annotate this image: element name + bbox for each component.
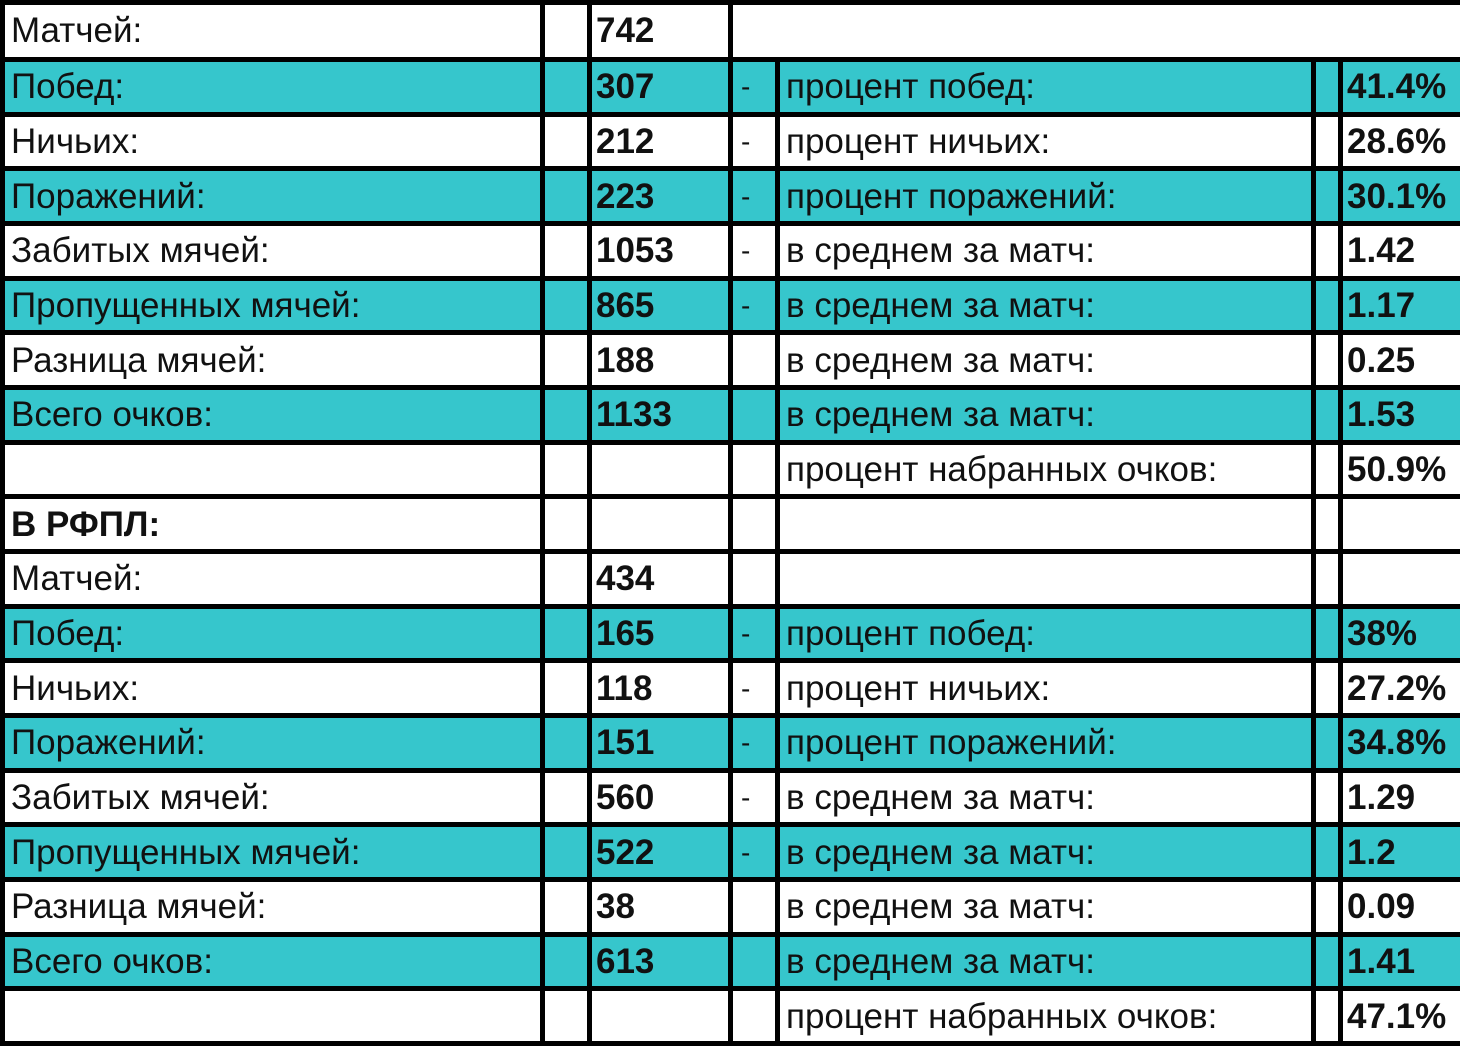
stat-result [1341, 551, 1460, 606]
dash-cell: - [731, 825, 778, 880]
gap-cell [1314, 114, 1341, 169]
stat-description: в среднем за матч: [778, 934, 1314, 989]
stat-description: в среднем за матч: [778, 387, 1314, 442]
gap-cell [1314, 989, 1341, 1044]
stat-value [590, 989, 731, 1044]
stat-result: 27.2% [1341, 661, 1460, 716]
stat-description: в среднем за матч: [778, 770, 1314, 825]
stat-label: Матчей: [3, 551, 543, 606]
stat-result: 28.6% [1341, 114, 1460, 169]
gap-cell [543, 59, 590, 114]
gap-cell [1314, 387, 1341, 442]
gap-cell [543, 989, 590, 1044]
table-row [3, 442, 1460, 497]
gap-cell [1314, 879, 1341, 934]
gap-cell [1314, 223, 1341, 278]
gap-cell [543, 661, 590, 716]
table-row [3, 278, 1460, 333]
stat-label: Забитых мячей: [3, 223, 543, 278]
gap-cell [543, 169, 590, 224]
stat-result: 41.4% [1341, 59, 1460, 114]
gap-cell [543, 387, 590, 442]
empty-cell [731, 3, 1460, 60]
dash-cell: - [731, 114, 778, 169]
stat-label: Ничьих: [3, 114, 543, 169]
stat-result: 34.8% [1341, 715, 1460, 770]
stat-description: в среднем за матч: [778, 278, 1314, 333]
stat-description: процент ничьих: [778, 661, 1314, 716]
stat-label: Забитых мячей: [3, 770, 543, 825]
stat-result: 38% [1341, 606, 1460, 661]
stat-label: Побед: [3, 606, 543, 661]
stat-label: Ничьих: [3, 661, 543, 716]
dash-cell [731, 497, 778, 552]
dash-cell [731, 333, 778, 388]
dash-cell [731, 551, 778, 606]
stat-value: 212 [590, 114, 731, 169]
table-row [3, 715, 1460, 770]
gap-cell [543, 223, 590, 278]
gap-cell [1314, 59, 1341, 114]
stat-value: 223 [590, 169, 731, 224]
gap-cell [1314, 497, 1341, 552]
stat-description: процент поражений: [778, 715, 1314, 770]
gap-cell [543, 770, 590, 825]
dash-cell: - [731, 223, 778, 278]
dash-cell: - [731, 770, 778, 825]
gap-cell [1314, 169, 1341, 224]
stat-value [590, 442, 731, 497]
table-row [3, 934, 1460, 989]
stat-value: 434 [590, 551, 731, 606]
stat-label: Разница мячей: [3, 333, 543, 388]
table-row [3, 59, 1460, 114]
stat-label: Матчей: [3, 3, 543, 60]
stat-result: 47.1% [1341, 989, 1460, 1044]
gap-cell [543, 3, 590, 60]
dash-cell: - [731, 661, 778, 716]
stat-result: 1.41 [1341, 934, 1460, 989]
gap-cell [543, 715, 590, 770]
table-row [3, 497, 1460, 552]
gap-cell [543, 606, 590, 661]
dash-cell: - [731, 278, 778, 333]
stat-description [778, 497, 1314, 552]
gap-cell [1314, 551, 1341, 606]
stat-label: Пропущенных мячей: [3, 278, 543, 333]
stat-value: 1053 [590, 223, 731, 278]
stat-result: 1.17 [1341, 278, 1460, 333]
gap-cell [543, 551, 590, 606]
gap-cell [1314, 442, 1341, 497]
stat-label: Всего очков: [3, 387, 543, 442]
stat-description: в среднем за матч: [778, 223, 1314, 278]
gap-cell [1314, 278, 1341, 333]
gap-cell [1314, 661, 1341, 716]
stat-value: 165 [590, 606, 731, 661]
stat-value: 38 [590, 879, 731, 934]
stat-result: 1.29 [1341, 770, 1460, 825]
gap-cell [1314, 770, 1341, 825]
stat-result: 0.25 [1341, 333, 1460, 388]
stat-description: процент поражений: [778, 169, 1314, 224]
stat-label [3, 442, 543, 497]
dash-cell [731, 442, 778, 497]
stat-value: 522 [590, 825, 731, 880]
stat-result: 1.53 [1341, 387, 1460, 442]
stat-value: 118 [590, 661, 731, 716]
dash-cell [731, 879, 778, 934]
stat-description: процент побед: [778, 606, 1314, 661]
table-row [3, 551, 1460, 606]
stat-result: 0.09 [1341, 879, 1460, 934]
stat-value: 188 [590, 333, 731, 388]
gap-cell [543, 442, 590, 497]
stat-value: 742 [590, 3, 731, 60]
stat-result: 1.2 [1341, 825, 1460, 880]
dash-cell: - [731, 169, 778, 224]
dash-cell [731, 989, 778, 1044]
stat-label: Поражений: [3, 169, 543, 224]
stat-description: в среднем за матч: [778, 333, 1314, 388]
gap-cell [543, 879, 590, 934]
stat-description: в среднем за матч: [778, 879, 1314, 934]
stat-description: процент набранных очков: [778, 442, 1314, 497]
table-row [3, 770, 1460, 825]
gap-cell [543, 278, 590, 333]
dash-cell: - [731, 59, 778, 114]
dash-cell: - [731, 715, 778, 770]
stat-description: процент побед: [778, 59, 1314, 114]
gap-cell [1314, 333, 1341, 388]
stat-description: процент набранных очков: [778, 989, 1314, 1044]
table-row [3, 661, 1460, 716]
stat-value: 865 [590, 278, 731, 333]
stat-value: 613 [590, 934, 731, 989]
stat-value: 151 [590, 715, 731, 770]
table-row [3, 879, 1460, 934]
gap-cell [1314, 934, 1341, 989]
stat-value: 1133 [590, 387, 731, 442]
dash-cell [731, 934, 778, 989]
dash-cell: - [731, 606, 778, 661]
stat-label [3, 989, 543, 1044]
stat-value [590, 497, 731, 552]
table-row [3, 223, 1460, 278]
gap-cell [1314, 825, 1341, 880]
table-row [3, 333, 1460, 388]
table-row [3, 114, 1460, 169]
stat-label: Побед: [3, 59, 543, 114]
stat-value: 307 [590, 59, 731, 114]
stat-description: процент ничьих: [778, 114, 1314, 169]
stat-label: Пропущенных мячей: [3, 825, 543, 880]
stat-description [778, 551, 1314, 606]
table-row [3, 387, 1460, 442]
table-row [3, 606, 1460, 661]
stat-description: в среднем за матч: [778, 825, 1314, 880]
gap-cell [543, 333, 590, 388]
stat-value: 560 [590, 770, 731, 825]
gap-cell [1314, 715, 1341, 770]
stat-result: 30.1% [1341, 169, 1460, 224]
stat-result: 1.42 [1341, 223, 1460, 278]
stat-label: Поражений: [3, 715, 543, 770]
table-row [3, 3, 1460, 60]
gap-cell [543, 114, 590, 169]
table-row [3, 169, 1460, 224]
stat-label: Всего очков: [3, 934, 543, 989]
gap-cell [543, 825, 590, 880]
gap-cell [1314, 606, 1341, 661]
table-row [3, 989, 1460, 1044]
stat-label: Разница мячей: [3, 879, 543, 934]
dash-cell [731, 387, 778, 442]
gap-cell [543, 934, 590, 989]
section-heading: В РФПЛ: [3, 497, 543, 552]
gap-cell [543, 497, 590, 552]
stat-result: 50.9% [1341, 442, 1460, 497]
stat-result [1341, 497, 1460, 552]
table-row [3, 825, 1460, 880]
